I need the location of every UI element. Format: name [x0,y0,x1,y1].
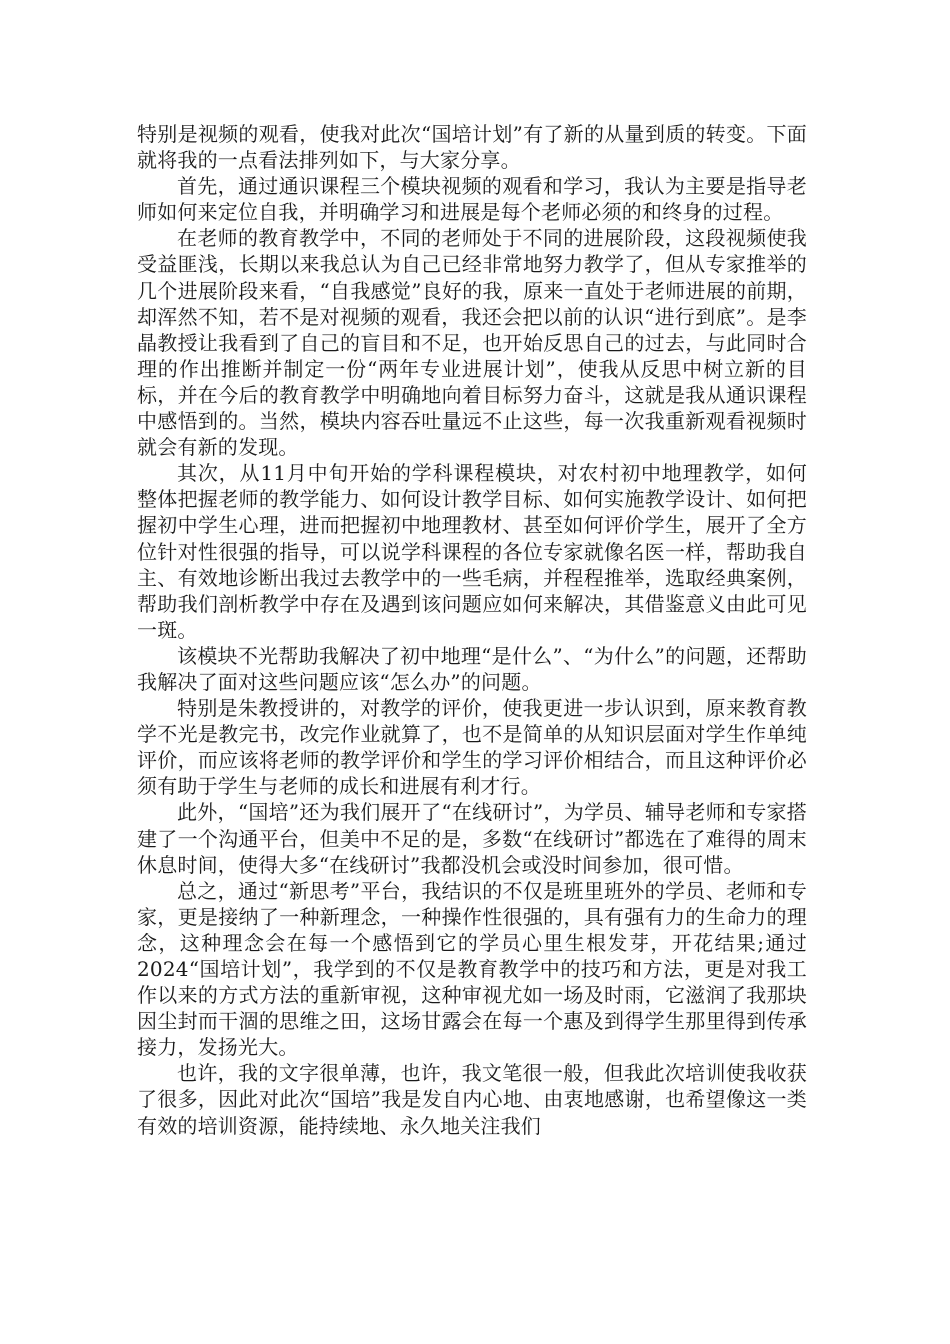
paragraph: 此外，“国培”还为我们展开了“在线研讨”，为学员、辅导老师和专家搭建了一个沟通平台，但美中不足的是，多数“在线研讨”都选在了难得的周末休息时间，使得大多“在线研讨”我都没机会或没时间参加，很可惜。 [137,800,807,877]
paragraph: 首先，通过通识课程三个模块视频的观看和学习，我认为主要是指导老师如何来定位自我，并明确学习和进展是每个老师必须的和终身的过程。 [137,174,807,225]
paragraph: 该模块不光帮助我解决了初中地理“是什么”、“为什么”的问题，还帮助我解决了面对这些问题应该“怎么办”的问题。 [137,643,807,694]
paragraph-continuation: 特别是视频的观看，使我对此次“国培计划”有了新的从量到质的转变。下面就将我的一点看法排列如下，与大家分享。 [137,122,807,173]
paragraph: 总之，通过“新思考”平台，我结识的不仅是班里班外的学员、老师和专家，更是接纳了一种新理念，一种操作性很强的，具有强有力的生命力的理念，这种理念会在每一个感悟到它的学员心里生根发芽，开花结果;通过2024“国培计划”，我学到的不仅是教育教学中的技巧和方法，更是对我工作以来的方式方法的重新审视，这种审视尤如一场及时雨，它滋润了我那块因尘封而干涸的思维之田，这场甘露会在每一个惠及到得学生那里得到传承接力，发扬光大。 [137,878,807,1060]
paragraph: 特别是朱教授讲的，对教学的评价，使我更进一步认识到，原来教育教学不光是教完书，改完作业就算了，也不是简单的从知识层面对学生作单纯评价，而应该将老师的教学评价和学生的学习评价相结合，而且这种评价必须有助于学生与老师的成长和进展有利才行。 [137,696,807,799]
document-body [137,121,807,1139]
paragraph: 其次，从11月中旬开始的学科课程模块，对农村初中地理教学，如何整体把握老师的教学能力、如何设计教学目标、如何实施教学设计、如何把握初中学生心理，进而把握初中地理教材、甚至如何评价学生，展开了全方位针对性很强的指导，可以说学科课程的各位专家就像名医一样，帮助我自主、有效地诊断出我过去教学中的一些毛病，并程程推举，选取经典案例，帮助我们剖析教学中存在及遇到该问题应如何来解决，其借鉴意义由此可见一斑。 [137,461,807,642]
paragraph: 在老师的教育教学中，不同的老师处于不同的进展阶段，这段视频使我受益匪浅，长期以来我总认为自己已经非常地努力教学了，但从专家推举的几个进展阶段来看，“自我感觉”良好的我，原来一直处于老师进展的前期，却浑然不知，若不是对视频的观看，我还会把以前的认识“进行到底”。是李晶教授让我看到了自己的盲目和不足，也开始反思自己的过去，与此同时合理的作出推断并制定一份“两年专业进展计划”，使我从反思中树立新的目标，并在今后的教育教学中明确地向着目标努力奋斗，这就是我从通识课程中感悟到的。当然，模块内容吞吐量远不止这些，每一次我重新观看视频时就会有新的发现。 [137,226,807,460]
paragraph: 也许，我的文字很单薄，也许，我文笔很一般，但我此次培训使我收获了很多，因此对此次“国培”我是发自内心地、由衷地感谢，也希望像这一类有效的培训资源，能持续地、永久地关注我们 [137,1061,807,1138]
